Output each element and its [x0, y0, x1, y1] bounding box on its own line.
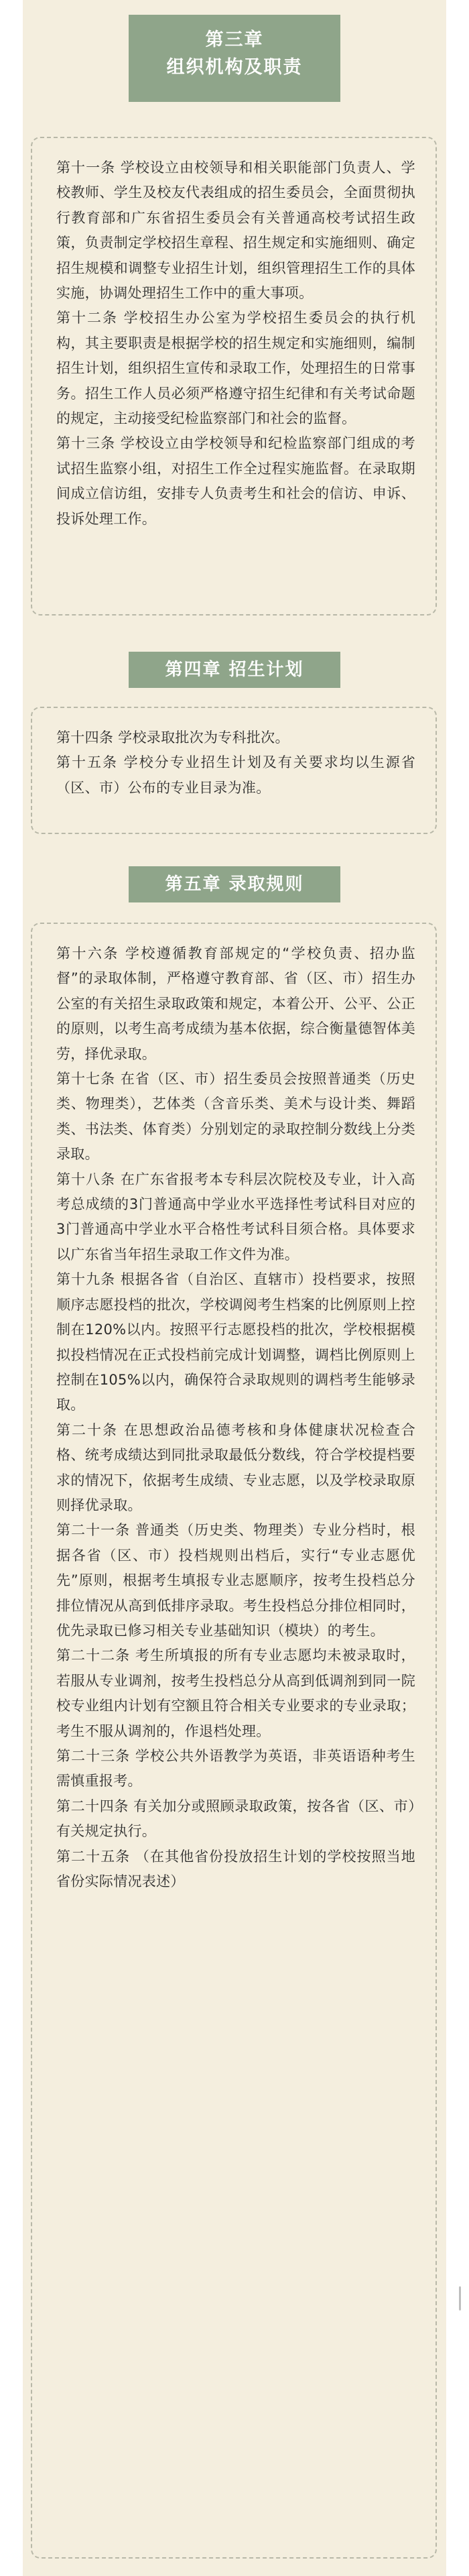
- article-16: 第十六条 学校遵循教育部规定的“学校负责、招办监督”的录取体制，严格遵守教育部、省（区、市）招生办公室的有关招生录取政策和规定，本着公开、公平、公正的原则，以考生高考成绩为基本依据，综合衡量德智体美劳，择优录取。: [56, 945, 415, 1062]
- article-25: 第二十五条 （在其他省份投放招生计划的学校按照当地省份实际情况表述）: [56, 1848, 415, 1890]
- chapter-3-number: 第三章: [205, 30, 264, 50]
- chapter-3-title: 组织机构及职责: [166, 57, 303, 78]
- article-12: 第十二条 学校招生办公室为学校招生委员会的执行机构，其主要职责是根据学校的招生规定和实施细则，编制招生计划，组织招生宣传和录取工作，处理招生的日常事务。招生工作人员必须严格遵守招生纪律和有关考试命题的规定，主动接受纪检监察部门和社会的监督。: [56, 310, 415, 427]
- article-11: 第十一条 学校设立由校领导和相关职能部门负责人、学校教师、学生及校友代表组成的招生委员会，全面贯彻执行教育部和广东省招生委员会有关普通高校考试招生政策，负责制定学校招生章程、招生规定和实施细则、确定招生规模和调整专业招生计划，组织管理招生工作的具体实施，协调处理招生工作中的重大事项。: [56, 160, 415, 302]
- right-margin-strip: [446, 0, 469, 2576]
- left-margin-strip: [0, 0, 23, 2576]
- chapter-4-header: [129, 652, 340, 688]
- article-18: 第十八条 在广东省报考本专科层次院校及专业，计入高考总成绩的3门普通高中学业水平选择性考试科目对应的3门普通高中学业水平合格性考试科目须合格。具体要求以广东省当年招生录取工作文件为准。: [56, 1171, 415, 1263]
- article-22: 第二十二条 考生所填报的所有专业志愿均未被录取时，若服从专业调剂，按考生投档总分从高到低调剂到同一院校专业组内计划有空额且符合相关专业要求的专业录取；考生不服从调剂的，作退档处理。: [56, 1647, 415, 1739]
- chapter-4-title: 第四章 招生计划: [165, 660, 304, 680]
- chapter-5-header: [129, 866, 340, 902]
- article-17: 第十七条 在省（区、市）招生委员会按照普通类（历史类、物理类），艺体类（含音乐类、美术与设计类、舞蹈类、书法类、体育类）分别划定的录取控制分数线上分类录取。: [56, 1071, 415, 1163]
- article-24: 第二十四条 有关加分或照顾录取政策，按各省（区、市）有关规定执行。: [56, 1798, 415, 1840]
- chapter-3-content-box: [31, 137, 437, 616]
- article-20: 第二十条 在思想政治品德考核和身体健康状况检查合格、统考成绩达到同批录取最低分数线，符合学校提档要求的情况下，依据考生成绩、专业志愿，以及学校录取原则择优录取。: [56, 1421, 415, 1513]
- chapter-5-title: 第五章 录取规则: [165, 874, 304, 894]
- article-19: 第十九条 根据各省（自治区、直辖市）投档要求，按照顺序志愿投档的批次，学校调阅考生档案的比例原则上控制在120%以内。按照平行志愿投档的批次，学校根据模拟投档情况在正式投档前完成计划调整，调档比例原则上控制在105%以内，确保符合录取规则的调档考生能够录取。: [56, 1271, 415, 1413]
- article-14: 第十四条 学校录取批次为专科批次。: [56, 729, 289, 746]
- article-13: 第十三条 学校设立由学校领导和纪检监察部门组成的考试招生监察小组，对招生工作全过程实施监督。在录取期间成立信访组，安排专人负责考生和社会的信访、申诉、投诉处理工作。: [56, 435, 415, 527]
- chapter-5-content-box: [31, 923, 437, 2559]
- article-15: 第十五条 学校分专业招生计划及有关要求均以生源省（区、市）公布的专业目录为准。: [56, 754, 415, 796]
- scroll-indicator: [459, 2286, 461, 2310]
- article-21: 第二十一条 普通类（历史类、物理类）专业分档时，根据各省（区、市）投档规则出档后，实行“专业志愿优先”原则，根据考生填报专业志愿顺序，按考生投档总分排位情况从高到低排序录取。考生投档总分排位相同时，优先录取已修习相关专业基础知识（模块）的考生。: [56, 1522, 415, 1639]
- article-23: 第二十三条 学校公共外语教学为英语，非英语语种考生需慎重报考。: [56, 1748, 415, 1790]
- chapter-3-header: [129, 15, 340, 102]
- chapter-4-content-box: [31, 707, 437, 834]
